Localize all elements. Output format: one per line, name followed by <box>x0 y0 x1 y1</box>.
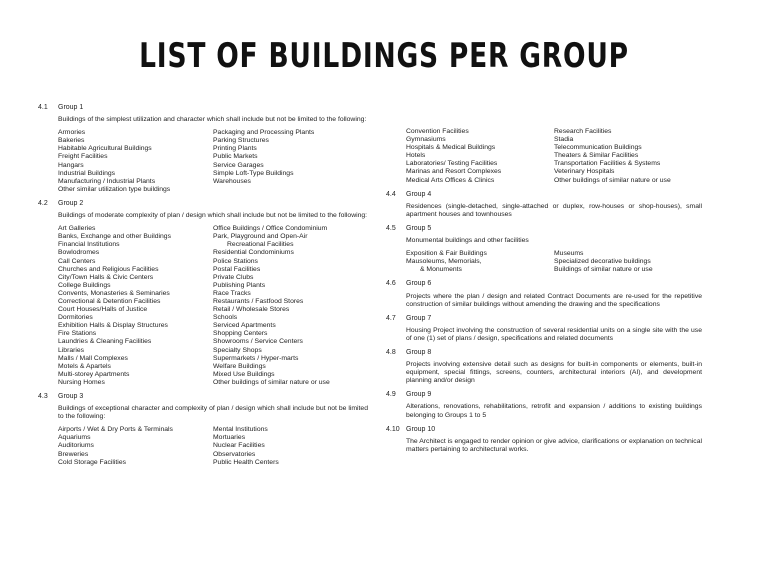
list-item: Service Garages <box>213 161 264 169</box>
group-description: Residences (single-detached, single-attached or duplex, row-houses or shop-houses), small apartment houses and townhouses <box>406 202 702 218</box>
list-item: Dormitories <box>58 314 93 322</box>
list-item: Veterinary Hospitals <box>554 168 615 176</box>
list-item: Serviced Apartments <box>213 322 276 330</box>
list-item: Office Buildings / Office Condominium <box>213 225 328 233</box>
group-name: Group 2 <box>58 199 84 207</box>
group-1 <box>38 104 368 194</box>
building-list <box>213 225 368 387</box>
list-item: Marinas and Resort Complexes <box>406 168 502 176</box>
group-name: Group 1 <box>58 104 84 111</box>
right-column <box>386 128 702 460</box>
list-item: Exhibition Halls & Display Structures <box>58 322 168 330</box>
building-list <box>406 128 554 185</box>
building-list <box>58 426 213 466</box>
group-number: 4.4 <box>386 190 396 198</box>
list-item: Simple Loft-Type Buildings <box>213 169 294 177</box>
group-3 <box>38 393 368 467</box>
list-item: Convents, Monasteries & Seminaries <box>58 289 170 297</box>
list-item: Race Tracks <box>213 289 251 297</box>
list-item: Bakeries <box>58 137 85 145</box>
list-item: Industrial Buildings <box>58 169 116 177</box>
list-item: Malls / Mall Complexes <box>58 354 128 362</box>
list-item: Airports / Wet & Dry Ports & Terminals <box>58 426 173 434</box>
group-number: 4.1 <box>38 104 48 111</box>
list-item: Welfare Buildings <box>213 362 266 370</box>
list-item: Mausoleums, Memorials, <box>406 258 482 266</box>
list-item: Bowlodromes <box>58 249 100 257</box>
list-item: Police Stations <box>213 257 258 265</box>
group-name: Group 4 <box>406 190 432 198</box>
building-list <box>554 250 702 274</box>
list-item: Hospitals & Medical Buildings <box>406 144 496 152</box>
list-item: Other buildings of similar nature or use <box>213 378 330 386</box>
group-description: Projects involving extensive detail such as designs for built-in components or elements, built-in equipment, special fittings, screens, counters, architectural interiors (AI), and development planning and/or design <box>406 361 702 385</box>
list-item: Printing Plants <box>213 145 257 153</box>
list-item: Call Centers <box>58 257 96 265</box>
left-column <box>38 104 368 473</box>
list-item: Aquariums <box>58 434 91 442</box>
group-name: Group 7 <box>406 314 432 322</box>
list-item: Mortuaries <box>213 434 246 442</box>
list-item: Gymnasiums <box>406 136 446 144</box>
list-item: Other similar utilization type buildings <box>58 185 171 193</box>
list-item: Postal Facilities <box>213 265 261 273</box>
group-number: 4.2 <box>38 199 48 207</box>
list-item: Residential Condominiums <box>213 249 294 257</box>
list-item: Manufacturing / Industrial Plants <box>58 177 156 185</box>
list-item: Nuclear Facilities <box>213 442 265 450</box>
list-item: Specialized decorative buildings <box>554 258 651 266</box>
list-item: Churches and Religious Facilities <box>58 265 159 273</box>
group-name: Group 6 <box>406 280 432 288</box>
list-item: Mixed Use Buildings <box>213 370 275 378</box>
list-item: Laboratories/ Testing Facilities <box>406 160 498 168</box>
group-number: 4.6 <box>386 280 396 288</box>
list-item: Buildings of similar nature or use <box>554 266 653 274</box>
list-item: Schools <box>213 314 238 322</box>
list-item: Nursing Homes <box>58 378 105 386</box>
list-item: Packaging and Processing Plants <box>213 129 315 137</box>
list-item: Multi-storey Apartments <box>58 370 130 378</box>
group-name: Group 10 <box>406 425 436 433</box>
list-item: City/Town Halls & Civic Centers <box>58 273 154 281</box>
group-name: Group 5 <box>406 224 432 232</box>
group-8 <box>386 349 702 385</box>
group-4 <box>386 191 702 219</box>
list-item: Art Galleries <box>58 225 96 233</box>
list-item: Stadia <box>554 136 574 144</box>
group-number: 4.7 <box>386 314 396 322</box>
list-item: Freight Facilities <box>58 153 108 161</box>
list-item: Other buildings of similar nature or use <box>554 176 671 184</box>
group-description: Monumental buildings and other facilities <box>406 237 529 245</box>
list-item: Supermarkets / Hyper-marts <box>213 354 299 362</box>
list-item: Research Facilities <box>554 128 612 135</box>
list-item: Convention Facilities <box>406 128 469 135</box>
group-description: Buildings of exceptional character and complexity of plan / design which shall include but not be limited to the following: <box>58 405 368 421</box>
list-item: Park, Playground and Open-Air <box>213 233 308 241</box>
group-description: Buildings of moderate complexity of plan / design which shall include but not be limited to the following: <box>58 212 368 220</box>
group-description: Projects where the plan / design and related Contract Documents are re-used for the repetitive construction of similar buildings without amending the drawing and the specifications <box>406 292 702 308</box>
building-list <box>554 128 702 185</box>
building-list <box>213 426 368 466</box>
list-item: Armories <box>58 129 86 137</box>
list-item: Retail / Wholesale Stores <box>213 306 290 314</box>
list-item: Libraries <box>58 346 85 354</box>
list-item: Publishing Plants <box>213 281 266 289</box>
list-item: Exposition & Fair Buildings <box>406 250 487 258</box>
list-item: Recreational Facilities <box>227 241 294 249</box>
list-item: Shopping Centers <box>213 330 268 338</box>
list-item: Court Houses/Halls of Justice <box>58 306 148 314</box>
building-list <box>58 129 213 194</box>
group-description: Housing Project involving the construction of several residential units on a single site with the use of one (1) set of plans / design, specifications and related documents <box>406 326 702 342</box>
list-item: Auditoriums <box>58 442 94 450</box>
list-item: Fire Stations <box>58 330 97 338</box>
page-title: LIST OF BUILDINGS PER GROUP <box>139 36 629 76</box>
group-3-continued <box>386 128 702 185</box>
group-number: 4.8 <box>386 348 396 356</box>
list-item: Hangars <box>58 161 84 169</box>
group-number: 4.9 <box>386 391 396 399</box>
list-item: Transportation Facilities & Systems <box>554 160 661 168</box>
group-description: Alterations, renovations, rehabilitations, retrofit and expansion / additions to existing buildings belonging to Groups 1 to 5 <box>406 403 702 419</box>
list-item: Financial Institutions <box>58 241 120 249</box>
list-item: Public Health Centers <box>213 458 279 466</box>
list-item: Breweries <box>58 450 89 458</box>
group-7 <box>386 315 702 343</box>
list-item: Warehouses <box>213 177 251 185</box>
list-item: Observatories <box>213 450 256 458</box>
group-9 <box>386 391 702 419</box>
list-item: Mental Institutions <box>213 426 268 434</box>
group-number: 4.10 <box>386 425 400 433</box>
list-item: College Buildings <box>58 281 111 289</box>
group-number: 4.3 <box>38 393 48 400</box>
list-item: Motels & Apartels <box>58 362 111 370</box>
list-item: Banks, Exchange and other Buildings <box>58 233 171 241</box>
list-item: Telecommunication Buildings <box>554 144 642 152</box>
list-item: Laundries & Cleaning Facilities <box>58 338 152 346</box>
group-description: The Architect is engaged to render opinion or give advice, clarifications or explanation on technical matters pertaining to architectural works. <box>406 437 702 453</box>
list-item: Correctional & Detention Facilities <box>58 297 161 305</box>
building-list <box>213 129 368 194</box>
list-item: Medical Arts Offices & Clinics <box>406 176 495 184</box>
group-name: Group 3 <box>58 393 84 400</box>
group-name: Group 9 <box>406 391 432 399</box>
list-item: Hotels <box>406 152 426 160</box>
list-item: Specialty Shops <box>213 346 262 354</box>
list-item: Parking Structures <box>213 137 269 145</box>
group-description: Buildings of the simplest utilization and character which shall include but not be limited to the following: <box>58 116 367 124</box>
list-item: Theaters & Similar Facilities <box>554 152 639 160</box>
list-item: Cold Storage Facilities <box>58 458 126 466</box>
group-5 <box>386 225 702 274</box>
group-number: 4.5 <box>386 224 396 232</box>
list-item: Private Clubs <box>213 273 254 281</box>
group-2 <box>38 200 368 387</box>
list-item: Showrooms / Service Centers <box>213 338 303 346</box>
group-6 <box>386 280 702 308</box>
list-item: & Monuments <box>420 266 462 274</box>
building-list <box>58 225 213 387</box>
list-item: Habitable Agricultural Buildings <box>58 145 152 153</box>
list-item: Restaurants / Fastfood Stores <box>213 297 304 305</box>
group-name: Group 8 <box>406 348 432 356</box>
building-list <box>406 250 554 274</box>
list-item: Museums <box>554 250 584 258</box>
group-10 <box>386 426 702 454</box>
list-item: Public Markets <box>213 153 258 161</box>
